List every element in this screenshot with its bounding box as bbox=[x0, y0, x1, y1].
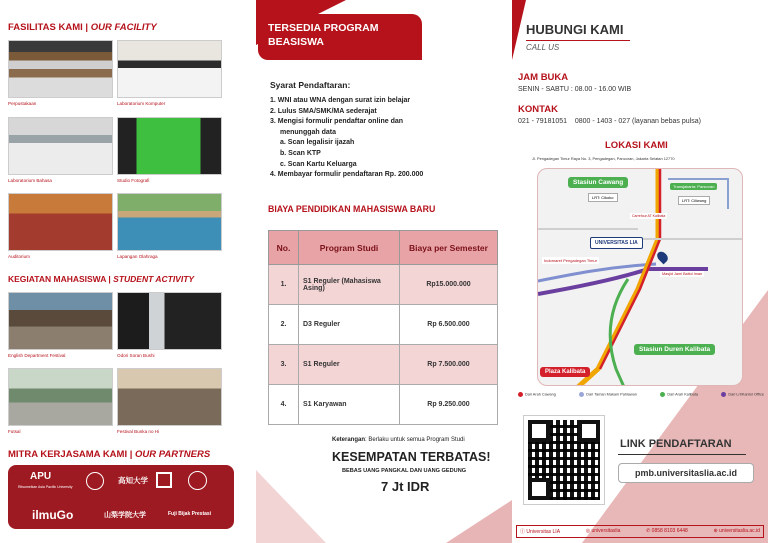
caption: Perpustakaan bbox=[8, 101, 37, 106]
legend-item: Dari Arah Cawang bbox=[518, 392, 556, 397]
partner-su-icon bbox=[156, 472, 172, 488]
legend-item: Dari Lrt/Kantor Office bbox=[721, 392, 764, 397]
instagram-icon: ◎ bbox=[585, 528, 591, 534]
map-label-masjid: Masjid Jami Baitul Iman bbox=[662, 272, 703, 276]
registration-url[interactable]: pmb.universitaslia.ac.id bbox=[618, 463, 754, 483]
caption: Odori Soran Bushi bbox=[117, 353, 155, 358]
photo-auditorium bbox=[8, 193, 113, 251]
legend-item: Dari Taman Makam Pahlawan bbox=[579, 392, 637, 397]
legend-dot-icon bbox=[579, 392, 584, 397]
map-label-transjakarta: Transjakarta: Pancoran bbox=[670, 183, 717, 190]
limited-offer: KESEMPATAN TERBATAS! bbox=[332, 450, 491, 464]
map-label-plaza-kalibata: Plaza Kalibata bbox=[540, 367, 590, 377]
location-map[interactable] bbox=[537, 168, 743, 386]
photo-computer-lab bbox=[117, 40, 222, 98]
table-row: 1. S1 Reguler (Mahasiswa Asing) Rp15.000.000 bbox=[269, 265, 498, 305]
photo-odori bbox=[117, 292, 222, 350]
contact-subtitle: CALL US bbox=[526, 43, 560, 52]
caption: Futsal bbox=[8, 429, 21, 434]
social-website[interactable]: ⊕ universitaslia.ac.id bbox=[713, 528, 760, 534]
map-label-lrt-cikoko: LRT: Cikoko bbox=[588, 193, 618, 202]
caption: Laboratorium Komputer bbox=[117, 101, 166, 106]
photo-studio bbox=[117, 117, 222, 175]
address: Jl. Pengadegan Timur Raya No. 3, Pengadegan, Pancoran, Jakarta Selatan 12770 bbox=[532, 156, 675, 161]
panel-facilities bbox=[0, 0, 256, 543]
partners-box bbox=[8, 465, 234, 529]
fees-table bbox=[268, 230, 498, 425]
map-label-stasiun-cawang: Stasiun Cawang bbox=[568, 177, 628, 188]
hours-title: JAM BUKA bbox=[518, 72, 569, 83]
contact-title: HUBUNGI KAMI bbox=[526, 22, 624, 37]
map-label-indomaret: Indomaret Pengadegan Timur bbox=[544, 258, 597, 263]
panel-contact bbox=[512, 0, 768, 543]
phone-line: 021 - 79181051 0800 - 1403 - 027 (layanan bebas pulsa) bbox=[518, 118, 701, 125]
divider bbox=[526, 40, 630, 41]
caption: Laboratorium Bahasa bbox=[8, 178, 52, 183]
map-legend bbox=[518, 392, 764, 397]
divider bbox=[618, 454, 746, 455]
logo-fuji: Fuji Bijak Prestasi bbox=[168, 511, 212, 517]
caption: Lapangan Olahraga bbox=[117, 254, 158, 259]
partner-seal-icon bbox=[86, 472, 104, 490]
map-label-carrefour: Carrefour AT Kalibata bbox=[632, 214, 666, 218]
social-instagram[interactable]: ◎ universitaslia bbox=[585, 528, 621, 534]
activities-title: KEGIATAN MAHASISWA | STUDENT ACTIVITY bbox=[8, 274, 195, 284]
free-fee-text: BEBAS UANG PANGKAL DAN UANG GEDUNG bbox=[342, 468, 467, 474]
whatsapp-icon: ✆ bbox=[646, 528, 651, 534]
photo-sports-field bbox=[117, 193, 222, 251]
social-whatsapp[interactable]: ✆ 0858 8103 6448 bbox=[646, 528, 688, 534]
legend-dot-icon bbox=[660, 392, 665, 397]
table-row: 2. D3 Reguler Rp 6.500.000 bbox=[269, 305, 498, 345]
map-label-university: UNIVERSITAS LIA bbox=[590, 237, 643, 249]
logo-kochi: 高知大学 bbox=[118, 476, 148, 485]
map-label-lrt-ciliwung: LRT: Ciliwung bbox=[678, 196, 710, 205]
caption: Auditorium bbox=[8, 254, 30, 259]
header-program: Program Studi bbox=[299, 231, 400, 265]
photo-language-lab bbox=[8, 117, 113, 175]
requirements-title: Syarat Pendaftaran: bbox=[270, 80, 351, 90]
requirements-list: 1. WNI atau WNA dengan surat izin belajar 2. Lulus SMA/SMK/MA sederajat 3. Mengisi formulir pendaftar online dan menunggah data a. Scan legalisir ijazah b. Scan KTP c. Scan Kartu Keluarga 4. Membayar formulir pendaftaran Rp. 200.000 bbox=[270, 97, 424, 179]
facilities-title: FASILITAS KAMI | OUR FACILITY bbox=[8, 22, 157, 33]
table-row: 4. S1 Karyawan Rp 9.250.000 bbox=[269, 385, 498, 425]
qr-code[interactable] bbox=[524, 416, 604, 504]
photo-library bbox=[8, 40, 113, 98]
legend-dot-icon bbox=[721, 392, 726, 397]
qr-finder-icon bbox=[578, 420, 600, 442]
location-title: LOKASI KAMI bbox=[605, 140, 668, 151]
caption: Studio Fotografi bbox=[117, 178, 150, 183]
hours-text: SENIN - SABTU : 08.00 - 16.00 WIB bbox=[518, 86, 632, 93]
partners-title: MITRA KERJASAMA KAMI | OUR PARTNERS bbox=[8, 449, 211, 460]
photo-futsal bbox=[8, 368, 113, 426]
photo-bunka bbox=[117, 368, 222, 426]
qr-finder-icon bbox=[528, 420, 550, 442]
map-label-duren-kalibata: Stasiun Duren Kalibata bbox=[634, 344, 715, 355]
globe-icon: ⊕ bbox=[713, 528, 718, 534]
logo-yamanashi: 山梨学院大学 bbox=[104, 512, 146, 519]
header-fee: Biaya per Semester bbox=[400, 231, 498, 265]
logo-apu: APU bbox=[30, 471, 52, 482]
free-amount: 7 Jt IDR bbox=[381, 479, 430, 494]
fees-note: Keterangan: Berlaku untuk semua Program Studi bbox=[332, 437, 465, 443]
table-row: 3. S1 Reguler Rp 7.500.000 bbox=[269, 345, 498, 385]
legend-item: Dari Arah Kalibata bbox=[660, 392, 698, 397]
partner-emblem-icon bbox=[188, 471, 207, 490]
logo-apu-sub: Ritsumeikan Asia Pacific University bbox=[18, 485, 73, 489]
caption: English Department Festival bbox=[8, 353, 66, 358]
social-bar bbox=[516, 525, 764, 538]
photo-english-festival bbox=[8, 292, 113, 350]
qr-finder-icon bbox=[528, 478, 550, 500]
legend-dot-icon bbox=[518, 392, 523, 397]
header-no: No. bbox=[269, 231, 299, 265]
scholarship-banner: TERSEDIA PROGRAM BEASISWA bbox=[258, 14, 422, 60]
caption: Festival Bunka no Hi bbox=[117, 429, 160, 434]
logo-ilmugo: ilmuGo bbox=[32, 508, 74, 522]
link-title: LINK PENDAFTARAN bbox=[620, 438, 732, 450]
fees-title: BIAYA PENDIDIKAN MAHASISWA BARU bbox=[268, 204, 436, 214]
kontak-title: KONTAK bbox=[518, 104, 558, 115]
panel-programs bbox=[256, 0, 512, 543]
social-facebook[interactable]: ⓕ Universitas LIA bbox=[520, 529, 561, 535]
facebook-icon: ⓕ bbox=[520, 529, 526, 535]
